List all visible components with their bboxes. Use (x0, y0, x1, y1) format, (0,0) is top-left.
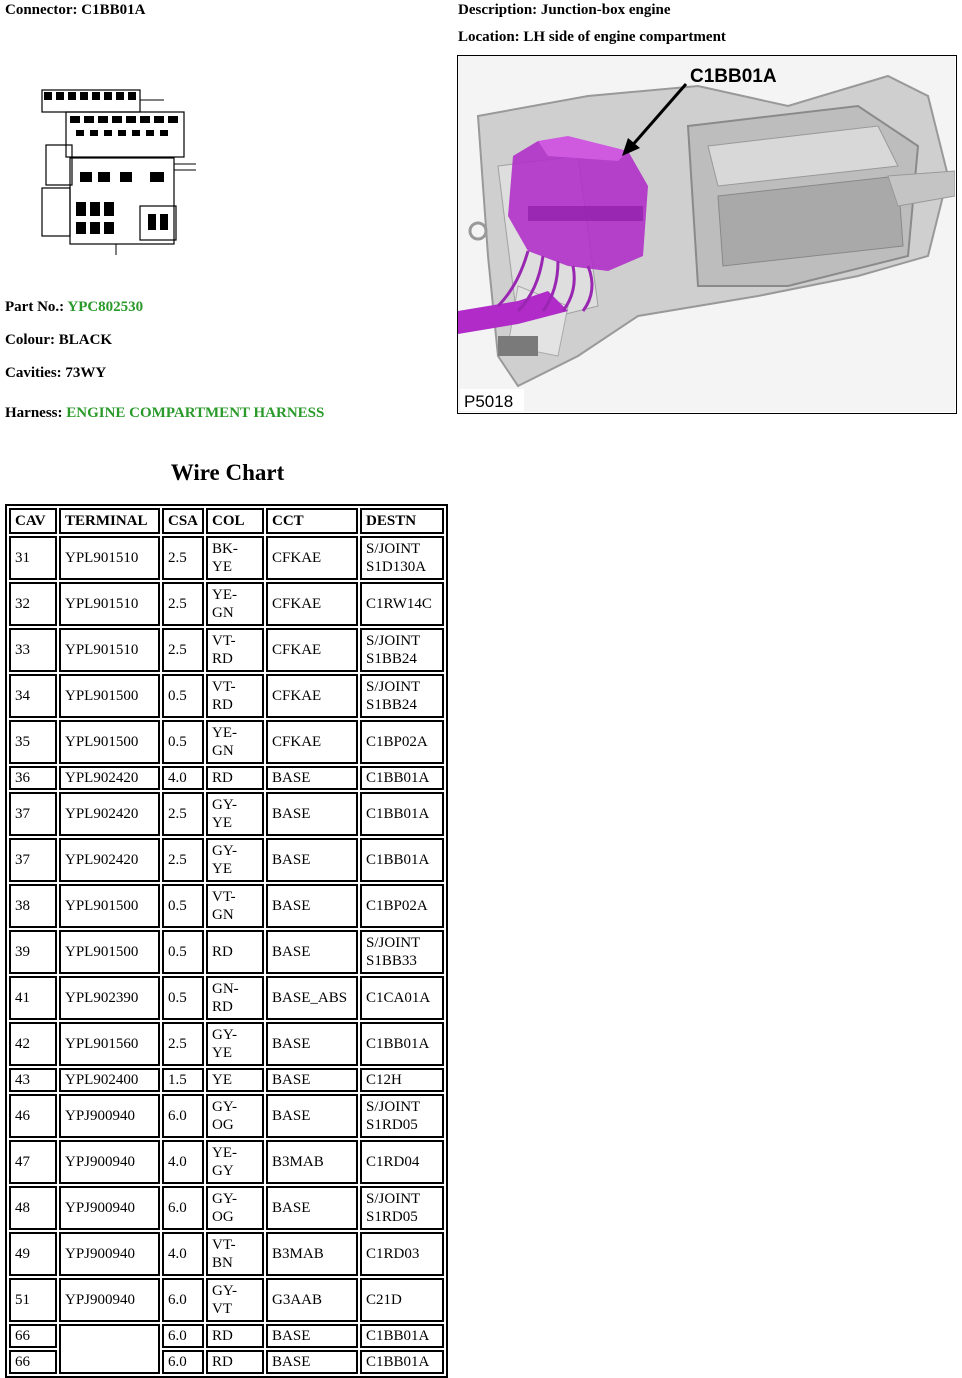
description-field (458, 2, 671, 19)
cell-destn: C1CA01A (360, 976, 444, 1020)
cell-cct: CFKAE (266, 674, 358, 718)
location-field (458, 29, 726, 46)
cell-cct: CFKAE (266, 582, 358, 626)
cell-terminal: YPL901510 (59, 536, 160, 580)
cell-cct: BASE (266, 884, 358, 928)
cell-csa: 4.0 (162, 766, 204, 790)
cell-terminal: YPL901500 (59, 930, 160, 974)
cell-col: RD (206, 1350, 264, 1374)
cell-col: GY- OG (206, 1186, 264, 1230)
cavities-value: 73WY (65, 365, 107, 381)
cell-csa: 2.5 (162, 838, 204, 882)
cell-destn: C1BB01A (360, 766, 444, 790)
cell-destn: C1BB01A (360, 1350, 444, 1374)
cell-cav: 46 (9, 1094, 57, 1138)
table-row (9, 838, 444, 882)
cell-cct: CFKAE (266, 720, 358, 764)
cell-cav: 37 (9, 838, 57, 882)
cell-csa: 6.0 (162, 1350, 204, 1374)
cell-csa: 6.0 (162, 1094, 204, 1138)
cell-csa: 4.0 (162, 1232, 204, 1276)
cell-destn: S/JOINT S1BB24 (360, 674, 444, 718)
connector-label: Connector: (5, 2, 78, 18)
cell-csa: 0.5 (162, 930, 204, 974)
cell-terminal: YPL902400 (59, 1068, 160, 1092)
connector-value: C1BB01A (81, 2, 146, 18)
cell-cav: 41 (9, 976, 57, 1020)
table-row (9, 930, 444, 974)
cell-csa: 0.5 (162, 884, 204, 928)
cell-cav: 48 (9, 1186, 57, 1230)
cell-cav: 51 (9, 1278, 57, 1322)
cell-destn: C1RD04 (360, 1140, 444, 1184)
wire-chart-title: Wire Chart (170, 460, 285, 485)
header-cct: CCT (266, 508, 358, 534)
cell-col: VT- RD (206, 628, 264, 672)
colour-value: BLACK (58, 332, 113, 348)
cell-terminal: YPL901500 (59, 674, 160, 718)
cell-destn: C1BP02A (360, 884, 444, 928)
table-row (9, 1324, 444, 1348)
header-cav: CAV (9, 508, 57, 534)
table-row (9, 674, 444, 718)
cell-terminal: YPL901500 (59, 720, 160, 764)
cell-col: VT- RD (206, 674, 264, 718)
table-row (9, 1094, 444, 1138)
cell-destn: C1BB01A (360, 1324, 444, 1348)
cell-destn: C1BB01A (360, 1022, 444, 1066)
cell-cav: 38 (9, 884, 57, 928)
harness-link[interactable]: ENGINE COMPARTMENT HARNESS (66, 405, 325, 421)
harness-field (5, 405, 324, 422)
cell-destn: S/JOINT S1D130A (360, 536, 444, 580)
cell-cct: BASE (266, 1094, 358, 1138)
cell-col: GY- VT (206, 1278, 264, 1322)
table-row (9, 582, 444, 626)
table-row (9, 536, 444, 580)
photo-code-label: P5018 (464, 392, 514, 411)
cell-cct: BASE_ABS (266, 976, 358, 1020)
cell-csa: 1.5 (162, 1068, 204, 1092)
cell-col: YE (206, 1068, 264, 1092)
cell-terminal: YPJ900940 (59, 1232, 160, 1276)
cell-col: YE- GN (206, 720, 264, 764)
part-number-label: Part No.: (5, 299, 65, 315)
colour-field (5, 332, 112, 349)
cell-col: YE- GY (206, 1140, 264, 1184)
table-header-row (9, 508, 444, 534)
location-value: LH side of engine compartment (523, 29, 726, 45)
cell-col: GY- YE (206, 838, 264, 882)
cell-cav: 39 (9, 930, 57, 974)
cell-csa: 0.5 (162, 976, 204, 1020)
cell-col: BK- YE (206, 536, 264, 580)
table-row (9, 628, 444, 672)
cell-cav: 33 (9, 628, 57, 672)
cell-cct: G3AAB (266, 1278, 358, 1322)
cell-terminal: YPL902420 (59, 792, 160, 836)
table-row (9, 976, 444, 1020)
cell-cct: CFKAE (266, 536, 358, 580)
part-number-field (5, 299, 143, 316)
cell-col: YE- GN (206, 582, 264, 626)
cell-terminal: YPL902390 (59, 976, 160, 1020)
cell-cct: BASE (266, 1350, 358, 1374)
cell-cct: BASE (266, 838, 358, 882)
cell-csa: 2.5 (162, 536, 204, 580)
cell-cav: 31 (9, 536, 57, 580)
cell-cav: 32 (9, 582, 57, 626)
cell-cct: BASE (266, 1324, 358, 1348)
cell-destn: C12H (360, 1068, 444, 1092)
cell-cav: 37 (9, 792, 57, 836)
cell-col: VT- GN (206, 884, 264, 928)
connector-field (5, 2, 145, 19)
cell-terminal: YPJ900940 (59, 1186, 160, 1230)
cell-csa: 2.5 (162, 1022, 204, 1066)
cell-col: GY- YE (206, 792, 264, 836)
cell-destn: C1BP02A (360, 720, 444, 764)
cell-destn: C1RW14C (360, 582, 444, 626)
cell-col: GY- YE (206, 1022, 264, 1066)
cell-destn: C21D (360, 1278, 444, 1322)
cell-cav: 34 (9, 674, 57, 718)
table-row (9, 766, 444, 790)
header-destn: DESTN (360, 508, 444, 534)
cell-cct: BASE (266, 792, 358, 836)
description-label: Description: (458, 2, 538, 18)
table-row (9, 1278, 444, 1322)
connector-pinout-diagram (36, 80, 216, 265)
cell-col: RD (206, 766, 264, 790)
wire-chart-body (9, 536, 444, 1374)
header-terminal: TERMINAL (59, 508, 160, 534)
table-row (9, 720, 444, 764)
cell-cct: CFKAE (266, 628, 358, 672)
cell-cct: BASE (266, 1186, 358, 1230)
table-row (9, 884, 444, 928)
cell-destn: C1RD03 (360, 1232, 444, 1276)
table-row (9, 792, 444, 836)
cell-csa: 0.5 (162, 674, 204, 718)
cell-col: GY- OG (206, 1094, 264, 1138)
cell-cct: BASE (266, 930, 358, 974)
cell-col: RD (206, 930, 264, 974)
table-row (9, 1068, 444, 1092)
cell-cav: 66 (9, 1350, 57, 1374)
table-row (9, 1022, 444, 1066)
cell-csa: 6.0 (162, 1278, 204, 1322)
cell-csa: 4.0 (162, 1140, 204, 1184)
cell-csa: 2.5 (162, 628, 204, 672)
location-label: Location: (458, 29, 520, 45)
header-csa: CSA (162, 508, 204, 534)
cell-destn: C1BB01A (360, 838, 444, 882)
part-number-link[interactable]: YPC802530 (67, 299, 144, 315)
cell-terminal: YPL901560 (59, 1022, 160, 1066)
cell-cav: 36 (9, 766, 57, 790)
table-row (9, 1186, 444, 1230)
cell-destn: S/JOINT S1RD05 (360, 1094, 444, 1138)
cell-cav: 43 (9, 1068, 57, 1092)
cell-destn: S/JOINT S1RD05 (360, 1186, 444, 1230)
description-value: Junction-box engine (540, 2, 671, 18)
cell-cct: BASE (266, 766, 358, 790)
cavities-field (5, 365, 106, 382)
header-col: COL (206, 508, 264, 534)
cell-destn: S/JOINT S1BB24 (360, 628, 444, 672)
harness-label: Harness: (5, 405, 63, 421)
cell-cct: B3MAB (266, 1140, 358, 1184)
cell-destn: S/JOINT S1BB33 (360, 930, 444, 974)
cell-col: RD (206, 1324, 264, 1348)
cell-cav: 49 (9, 1232, 57, 1276)
cell-terminal: YPJ900940 (59, 1094, 160, 1138)
cell-destn: C1BB01A (360, 792, 444, 836)
cell-terminal: YPJ900940 (59, 1140, 160, 1184)
cell-terminal: YPL902420 (59, 766, 160, 790)
wire-chart-table (5, 504, 448, 1378)
cell-cct: BASE (266, 1022, 358, 1066)
cell-terminal: YPJ900940 (59, 1278, 160, 1322)
cell-cav: 42 (9, 1022, 57, 1066)
photo-callout-label: C1BB01A (690, 66, 777, 87)
cell-csa: 2.5 (162, 792, 204, 836)
cell-terminal (59, 1324, 160, 1374)
table-row (9, 1140, 444, 1184)
cell-terminal: YPL901510 (59, 582, 160, 626)
cell-terminal: YPL901500 (59, 884, 160, 928)
cell-cav: 47 (9, 1140, 57, 1184)
cell-terminal: YPL902420 (59, 838, 160, 882)
connector-location-image (457, 55, 957, 414)
table-row (9, 1232, 444, 1276)
cell-col: VT- BN (206, 1232, 264, 1276)
cell-cct: BASE (266, 1068, 358, 1092)
cell-csa: 6.0 (162, 1186, 204, 1230)
cavities-label: Cavities: (5, 365, 62, 381)
cell-csa: 0.5 (162, 720, 204, 764)
colour-label: Colour: (5, 332, 55, 348)
cell-csa: 6.0 (162, 1324, 204, 1348)
cell-cav: 35 (9, 720, 57, 764)
cell-cav: 66 (9, 1324, 57, 1348)
cell-cct: B3MAB (266, 1232, 358, 1276)
cell-terminal: YPL901510 (59, 628, 160, 672)
cell-col: GN- RD (206, 976, 264, 1020)
cell-csa: 2.5 (162, 582, 204, 626)
